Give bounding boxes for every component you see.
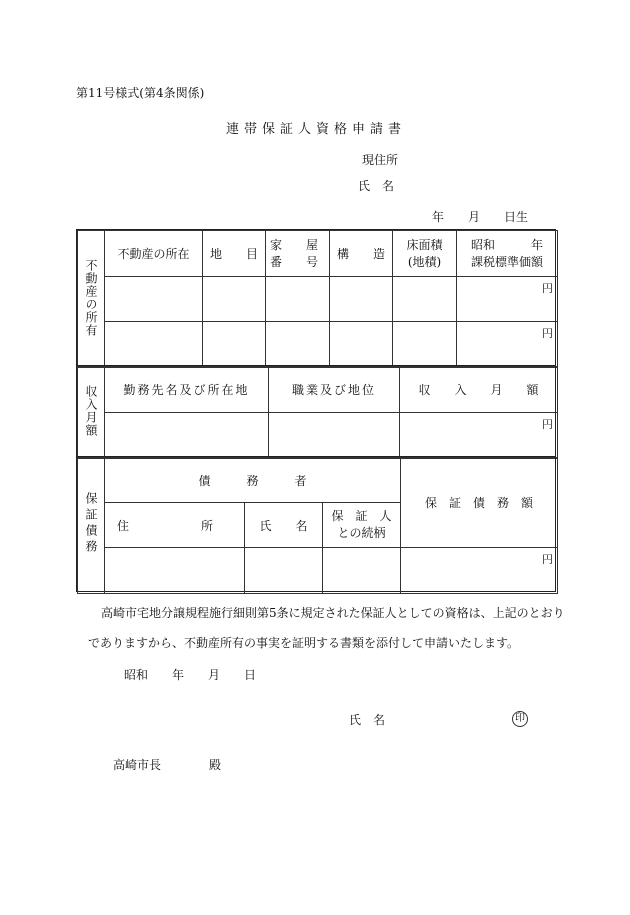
- address-label: 現住所: [362, 153, 399, 167]
- debtor-address-cell[interactable]: [105, 548, 245, 594]
- income-side-label: 収入月額: [78, 367, 105, 459]
- valuation-header: 昭和 年 課税標準価額: [457, 231, 558, 277]
- addressee: 高崎市長 殿: [113, 758, 222, 772]
- land-category-header: 地 目: [203, 231, 266, 277]
- application-date-line: 昭和 年 月 日: [124, 668, 257, 682]
- structure-header: 構 造: [330, 231, 393, 277]
- structure-cell[interactable]: [330, 322, 393, 368]
- guarantee-side-label: 保証債務: [78, 458, 105, 594]
- house-number-header: 家 屋 番 号: [266, 231, 330, 277]
- valuation-cell[interactable]: 円: [457, 277, 558, 322]
- land-category-cell[interactable]: [203, 277, 266, 322]
- relationship-cell[interactable]: [323, 548, 401, 594]
- debtor-address-header: 住 所: [105, 503, 245, 548]
- signature-name-label: 氏 名: [349, 713, 386, 727]
- debtor-name-header: 氏 名: [245, 503, 323, 548]
- valuation-cell[interactable]: 円: [457, 322, 558, 368]
- house-number-cell[interactable]: [266, 277, 330, 322]
- monthly-income-header: 収 入 月 額: [400, 367, 558, 413]
- floor-area-header: 床面積 (地積): [393, 231, 457, 277]
- location-cell[interactable]: [105, 277, 203, 322]
- birth-date-line: 年 月 日生: [432, 210, 529, 224]
- house-number-cell[interactable]: [266, 322, 330, 368]
- body-text-line1: 高崎市宅地分譲規程施行細則第5条に規定された保証人としての資格は、上記のとおり: [101, 606, 565, 620]
- floor-area-cell[interactable]: [393, 277, 457, 322]
- seal-mark: 印: [512, 710, 528, 727]
- property-side-label: 不動産の所有: [78, 231, 105, 368]
- floor-area-cell[interactable]: [393, 322, 457, 368]
- structure-cell[interactable]: [330, 277, 393, 322]
- location-header: 不動産の所在: [105, 231, 203, 277]
- guarantee-amount-header: 保 証 債 務 額: [401, 458, 558, 548]
- debtor-name-cell[interactable]: [245, 548, 323, 594]
- location-cell[interactable]: [105, 322, 203, 368]
- guarantee-amount-cell[interactable]: 円: [401, 548, 558, 594]
- document-title: 連帯保証人資格申請書: [226, 122, 407, 137]
- relationship-header: 保 証 人 との続柄: [323, 503, 401, 548]
- guarantee-section: [76, 456, 556, 592]
- debtor-header: 債 務 者: [105, 458, 401, 503]
- name-label: 氏 名: [358, 179, 395, 193]
- form-number: 第11号様式(第4条関係): [76, 86, 205, 100]
- occupation-cell[interactable]: [269, 413, 400, 459]
- employer-header: 勤務先名及び所在地: [105, 367, 269, 413]
- land-category-cell[interactable]: [203, 322, 266, 368]
- body-text-line2: でありますから、不動産所有の事実を証明する書類を添付して申請いたします。: [88, 636, 520, 650]
- employer-cell[interactable]: [105, 413, 269, 459]
- occupation-header: 職業及び地位: [269, 367, 400, 413]
- income-section: [76, 365, 556, 457]
- monthly-income-cell[interactable]: 円: [400, 413, 558, 459]
- property-section: [76, 229, 556, 366]
